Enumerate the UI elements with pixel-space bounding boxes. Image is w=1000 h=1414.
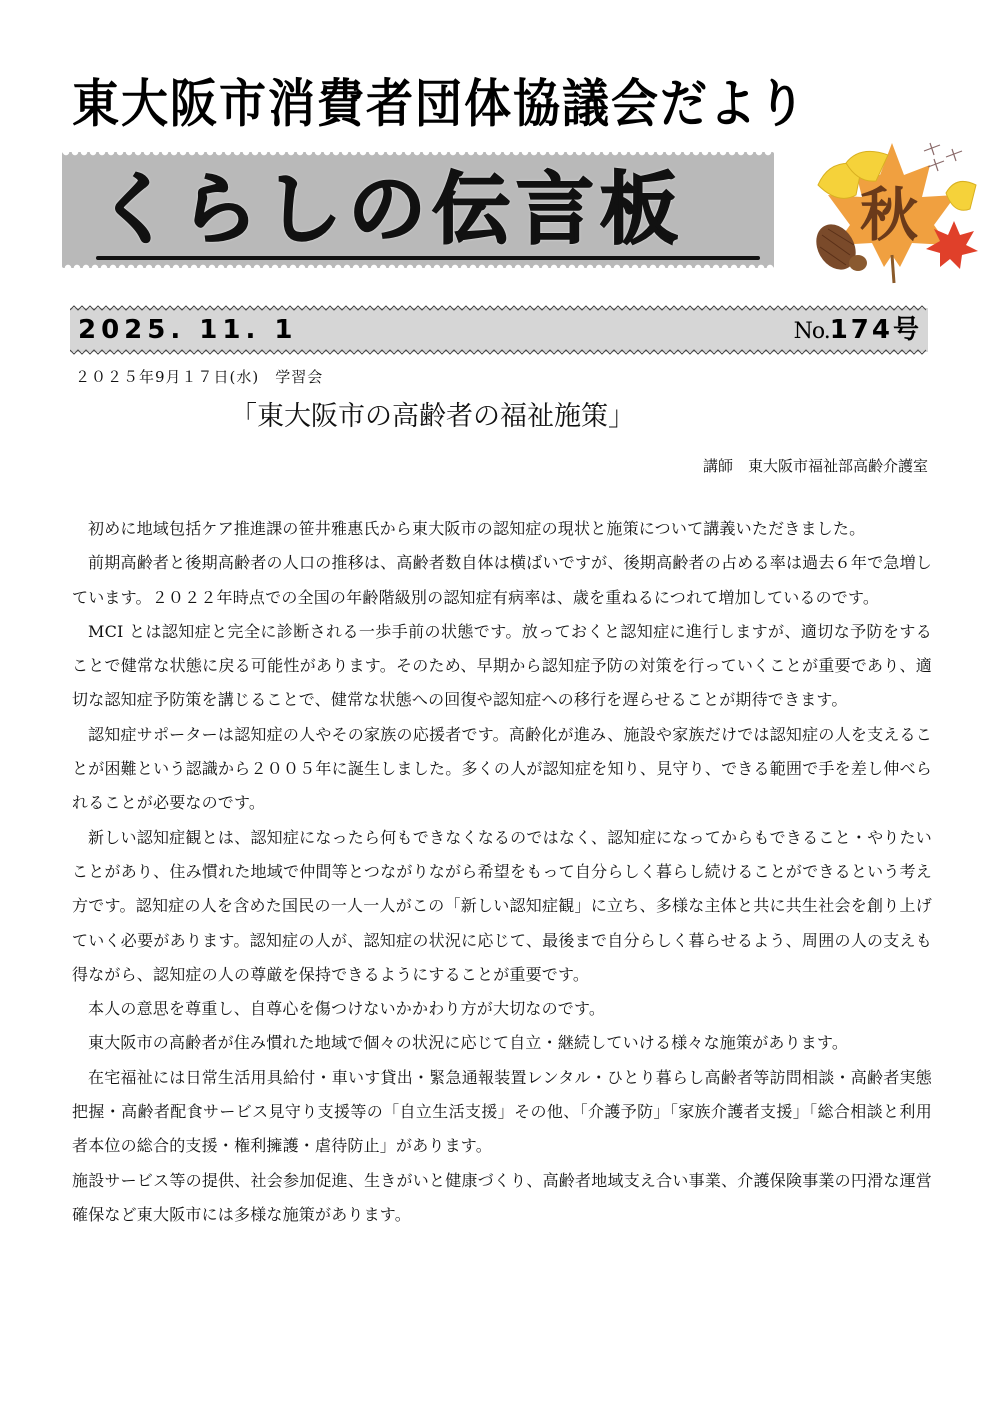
issue-date: 2025. 11. 1 — [78, 315, 298, 345]
svg-text:秋: 秋 — [860, 181, 919, 249]
newsletter-org-title: 東大阪市消費者団体協議会だより — [72, 74, 807, 135]
issue-date-bar — [70, 308, 928, 352]
article-body — [72, 512, 932, 1232]
paragraph: 施設サービス等の提供、社会参加促進、生きがいと健康づくり、高齢者地域支え合い事業、介護保険事業の円滑な運営確保など東大阪市には多様な施策があります。 — [72, 1170, 932, 1224]
issue-number-suffix: 号 — [892, 315, 922, 345]
paragraph: 認知症サポーターは認知症の人やその家族の応援者です。高齢化が進み、施設や家族だけでは認知症の人を支えることが困難という認識から２００５年に誕生しました。多くの人が認知症を知り、見守り、できる範囲で手を差し伸べられることが必要なのです。 — [72, 724, 932, 813]
paragraph: 新しい認知症観とは、認知症になったら何もできなくなるのではなく、認知症になってからもできること・やりたいことがあり、住み慣れた地域で仲間等とつながりながら希望をもって自分らしく暮らし続けることができるという考え方です。認知症の人を含めた国民の一人一人がこの「新しい認知症観」に立ち、多様な主体と共に共生社会を創り上げていく必要があります。認知症の人が、認知症の状況に応じて、最後まで自分らしく暮らせるよう、周囲の人の支えも得ながら、認知症の人の尊厳を保持できるようにすることが重要です。 — [72, 827, 932, 984]
autumn-leaves-illustration — [800, 135, 980, 285]
paragraph: 在宅福祉には日常生活用具給付・車いす貸出・緊急通報装置レンタル・ひとり暮らし高齢者等訪問相談・高齢者実態把握・高齢者配食サービス見守り支援等の「自立生活支援」その他、「介護予防」「家族介護者支援」「総合相談と利用者本位の総合的支援・権利擁護・虐待防止」があります。 — [72, 1067, 932, 1156]
zigzag-border-top — [70, 305, 928, 311]
lecturer-credit: 講師 東大阪市福祉部高齢介護室 — [702, 457, 928, 475]
paragraph: 前期高齢者と後期高齢者の人口の推移は、高齢者数自体は横ばいですが、後期高齢者の占める率は過去６年で急増しています。２０２２年時点での全国の年齢階級別の認知症有病率は、歳を重ねるにつれて増加しているのです。 — [72, 553, 932, 607]
paragraph: 本人の意思を尊重し、自尊心を傷つけないかかわり方が大切なのです。 — [88, 999, 606, 1019]
issue-number — [794, 312, 922, 350]
lecture-title: 「東大阪市の高齢者の福祉施策」 — [230, 401, 635, 432]
event-date-line: ２０２５年9月１７日(水) 学習会 — [75, 368, 324, 386]
paragraph: 初めに地域包括ケア推進課の笹井雅惠氏から東大阪市の認知症の現状と施策について講義いただきました。 — [88, 519, 866, 538]
banner-title: くらしの伝言板 — [96, 165, 685, 255]
issue-number-value: 174 — [829, 315, 893, 345]
newsletter-banner — [62, 152, 774, 268]
issue-number-prefix: No. — [793, 319, 830, 344]
banner-underline — [96, 256, 760, 260]
zigzag-border-bottom — [70, 349, 928, 355]
autumn-leaves-icon — [800, 135, 980, 285]
paragraph: MCI とは認知症と完全に診断される一歩手前の状態です。放っておくと認知症に進行しますが、適切な予防をすることで健常な状態に戻る可能性があります。そのため、早期から認知症予防の対策を行っていくことが重要であり、適切な認知症予防策を講じることで、健常な状態への回復や認知症への移行を遅らせることが期待できます。 — [72, 621, 932, 710]
paragraph: 東大阪市の高齢者が住み慣れた地域で個々の状況に応じて自立・継続していける様々な施策があります。 — [88, 1033, 849, 1053]
